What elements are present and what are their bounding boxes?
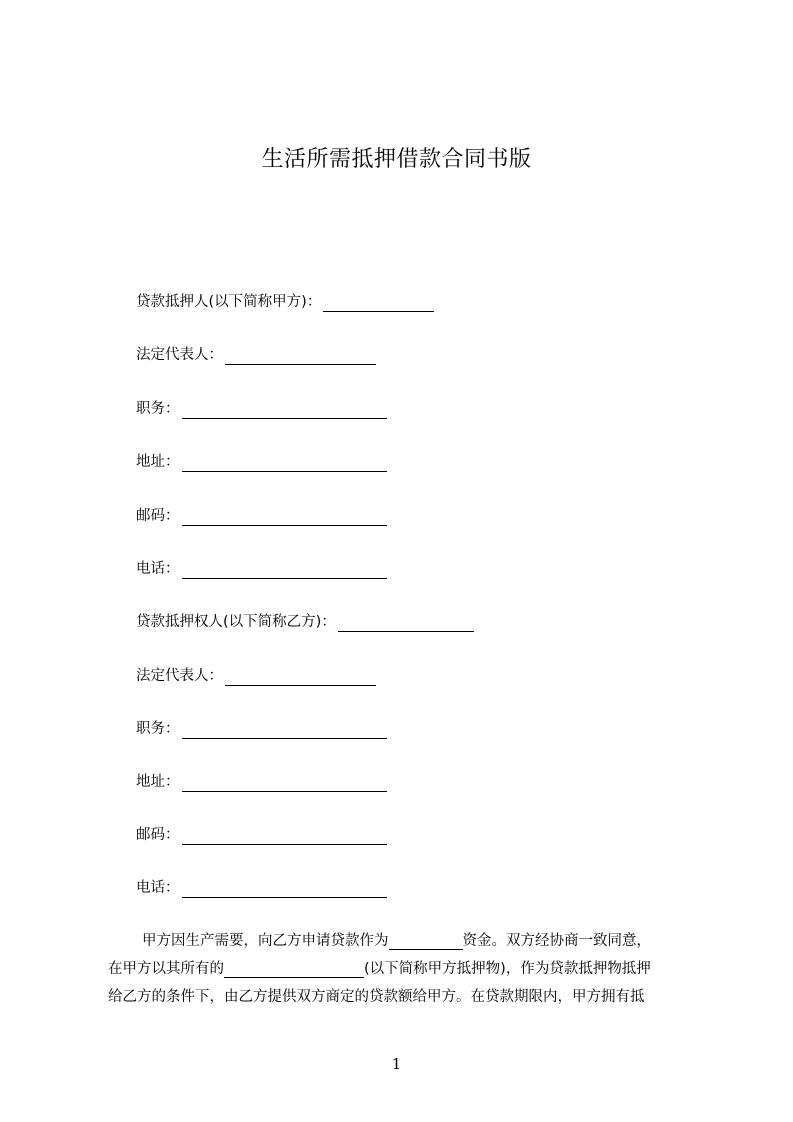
party-a-address-label: 地址： [136, 454, 180, 470]
party-b-position-field [136, 719, 387, 739]
party-a-address-blank[interactable] [182, 456, 387, 472]
party-a-position-blank[interactable] [182, 403, 387, 419]
line3-text: 给乙方的条件下，由乙方提供双方商定的贷款额给甲方。在贷款期限内，甲方拥有抵 [108, 989, 645, 1005]
line1-text-a: 甲方因生产需要，向乙方申请贷款作为 [142, 933, 389, 949]
party-a-phone-field [136, 559, 387, 579]
paragraph-line-3 [108, 983, 698, 1011]
party-b-address-field [136, 772, 387, 792]
party-b-postcode-label: 邮码： [136, 827, 180, 843]
party-a-position-field [136, 399, 387, 419]
purpose-blank[interactable] [389, 933, 463, 950]
line2-text-a: 在甲方以其所有的 [108, 961, 224, 977]
collateral-blank[interactable] [224, 961, 364, 978]
party-a-rep-field [136, 345, 376, 365]
paragraph-line-2 [108, 955, 698, 983]
party-b-rep-field [136, 666, 376, 686]
party-a-rep-label: 法定代表人： [136, 347, 223, 363]
party-b-position-blank[interactable] [182, 723, 387, 739]
party-b-address-blank[interactable] [182, 776, 387, 792]
party-a-postcode-label: 邮码： [136, 508, 180, 524]
paragraph-line-1 [108, 927, 698, 955]
party-b-phone-field [136, 878, 387, 898]
line1-text-b: 资金。双方经协商一致同意， [462, 933, 651, 949]
party-a-phone-blank[interactable] [182, 563, 387, 579]
party-a-postcode-blank[interactable] [182, 510, 387, 526]
party-a-heading-label: 贷款抵押人(以下简称甲方)： [136, 294, 322, 310]
page-number: 1 [391, 1055, 402, 1073]
party-a-address-field [136, 452, 387, 472]
party-b-postcode-blank[interactable] [182, 829, 387, 845]
line2-text-b: (以下简称甲方抵押物)，作为贷款抵押物抵押 [364, 961, 651, 977]
party-b-phone-blank[interactable] [182, 882, 387, 898]
party-a-position-label: 职务： [136, 401, 180, 417]
party-b-address-label: 地址： [136, 774, 180, 790]
party-b-name-blank[interactable] [338, 616, 474, 632]
party-b-heading-label: 贷款抵押权人(以下简称乙方)： [136, 614, 336, 630]
party-b-rep-label: 法定代表人： [136, 668, 223, 684]
contract-body-paragraph [108, 927, 698, 1011]
party-b-heading-field [136, 612, 474, 632]
party-a-rep-blank[interactable] [225, 349, 376, 365]
party-b-rep-blank[interactable] [225, 670, 376, 686]
party-b-postcode-field [136, 825, 387, 845]
party-b-phone-label: 电话： [136, 880, 180, 896]
party-a-phone-label: 电话： [136, 561, 180, 577]
party-a-name-blank[interactable] [323, 296, 434, 312]
party-b-position-label: 职务： [136, 721, 180, 737]
party-a-postcode-field [136, 506, 387, 526]
party-a-heading-field [136, 292, 434, 312]
document-title: 生活所需抵押借款合同书版 [261, 147, 532, 172]
